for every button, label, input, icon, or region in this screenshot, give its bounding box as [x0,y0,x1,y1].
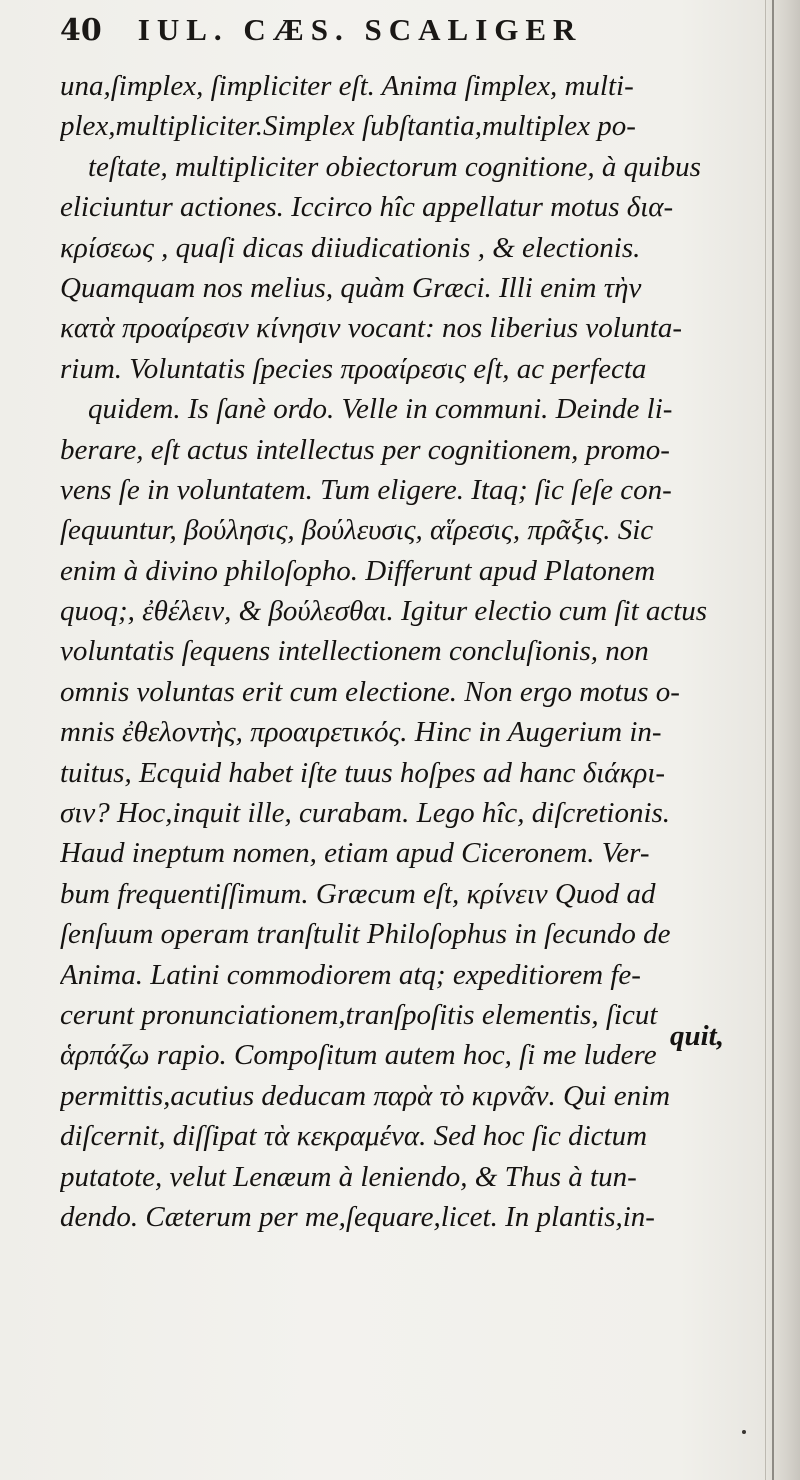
text-line: quoq;, ἐθέλειν, & βούλεσθαι. Igitur electio cum ſit actus [60,595,708,628]
page-number: 40 [60,13,102,48]
text-line: enim à divino philoſopho. Differunt apud Platonem [60,554,656,587]
text-line: σιν? Hoc,inquit ille, curabam. Lego hîc, diſcretionis. [60,797,671,830]
page-gutter [765,0,800,1480]
text-line: ἁρπάζω rapio. Compoſitum autem hoc, ſi me ludere [60,1039,657,1072]
text-line: permittis,acutius deducam παρὰ τὸ κιρνᾶν. Qui enim [60,1079,671,1112]
text-line: ſenſuum operam tranſtulit Philoſophus in ſecundo de [60,918,671,951]
text-line: κρίσεως , quaſi dicas diiudicationis , & electionis. [60,231,641,264]
text-line: cerunt pronunciationem,tranſpoſitis elementis, ſicut [60,998,658,1031]
text-line: tuitus, Ecquid habet iſte tuus hoſpes ad hanc διάκρι- [60,756,666,789]
body-text [60,66,772,1237]
text-line: eliciuntur actiones. Iccirco hîc appellatur motus δια- [60,191,674,224]
text-line: Quamquam nos melius, quàm Græci. Illi enim τὴν [60,271,642,304]
text-line: Anima. Latini commodiorem atq; expeditiorem fe- [60,958,641,991]
text-line: berare, eſt actus intellectus per cognitionem, promo- [60,433,670,466]
text-line: mnis ἐθελοντὴς, προαιρετικός. Hinc in Augerium in- [60,716,662,749]
text-line: rium. Voluntatis ſpecies προαίρεσις eſt, ac perfecta [60,352,647,385]
text-line: quidem. Is ſanè ordo. Velle in communi. Deinde li- [88,393,673,426]
text-line: bum frequentiſſimum. Græcum eſt, κρίνειν Quod ad [60,877,656,910]
text-line: dendo. Cæterum per me,ſequare,licet. In plantis,in- [60,1200,655,1233]
text-line: voluntatis ſequens intellectionem concluſionis, non [60,635,649,668]
text-line: diſcernit, diſſipat τὰ κεκραμένα. Sed hoc ſic dictum [60,1120,648,1153]
text-line: vens ſe in voluntatem. Tum eligere. Itaq; ſic ſeſe con- [60,473,672,506]
text-line: plex,multipliciter.Simplex ſubſtantia,multiplex po- [60,110,636,143]
running-head [60,12,760,58]
catchword: quit, [670,1020,724,1052]
text-line: Haud ineptum nomen, etiam apud Ciceronem. Ver- [60,837,650,870]
text-line: teſtate, multipliciter obiectorum cognitione, à quibus [88,150,701,183]
text-line: omnis voluntas erit cum electione. Non ergo motus o- [60,675,680,708]
ink-speck [742,1430,746,1434]
gutter-rule [772,0,774,1480]
text-line: κατὰ προαίρεσιν κίνησιν vocant: nos liberius volunta- [60,312,683,345]
running-title: IUL. CÆS. SCALIGER [137,12,583,47]
text-line: ſequuntur, βούλησις, βούλευσις, αἵρεσις, πρᾶξις. Sic [60,514,654,547]
text-line: putatote, velut Lenæum à leniendo, & Thus à tun- [60,1160,637,1193]
text-line: una,ſimplex, ſimpliciter eſt. Anima ſimplex, multi- [60,70,634,102]
